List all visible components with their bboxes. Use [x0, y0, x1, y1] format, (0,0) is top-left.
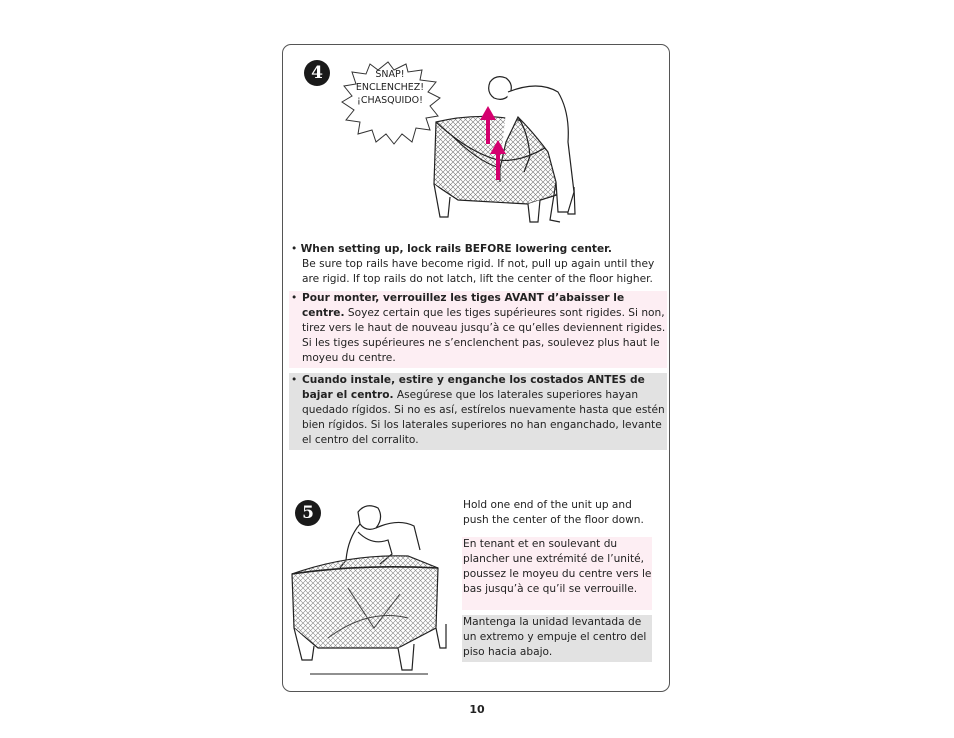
step5-english-text: Hold one end of the unit up and push the center of the floor down. — [463, 499, 644, 526]
step-4-badge: 4 — [304, 60, 330, 86]
step5-spanish-text: Mantenga la unidad levantada de un extremo y empuje el centro del piso hacia abajo. — [462, 615, 652, 662]
step4-spanish-text: • Cuando instale, estire y enganche los costados ANTES de bajar el centro. Asegúrese que los laterales superiores hayan quedado rígidos. Si no es así, estírelos nuevamente hasta que estén bien rígidos. Si los laterales superiores no han enganchado, levante el centro del corralito. — [289, 373, 667, 450]
bubble-text: SNAP! ENCLENCHEZ! ¡CHASQUIDO! — [355, 69, 425, 106]
step-5-badge: 5 — [295, 500, 321, 526]
illustration-step4 — [418, 72, 588, 232]
illustration-step5 — [288, 498, 448, 678]
page-number: 10 — [469, 703, 485, 716]
step4-english-text: • When setting up, lock rails BEFORE lowering center. Be sure top rails have become rigid. If not, pull up again until they are rigid. If top rails do not latch, lift the center of the floor higher. — [291, 243, 655, 285]
step4-french-text: • Pour monter, verrouillez les tiges AVANT d’abaisser le centre. Soyez certain que les tiges supérieures sont rigides. Si non, tirez vers le haut de nouveau jusqu’à ce qu’elles deviennent rigides. Si les tiges supérieures ne s’enclenchent pas, soulevez plus haut le moyeu du centre. — [289, 291, 667, 368]
step5-french-text: En tenant et en soulevant du plancher une extrémité de l’unité, poussez le moyeu du centre vers le bas jusqu’à ce qu’il se verrouille. — [462, 537, 652, 610]
